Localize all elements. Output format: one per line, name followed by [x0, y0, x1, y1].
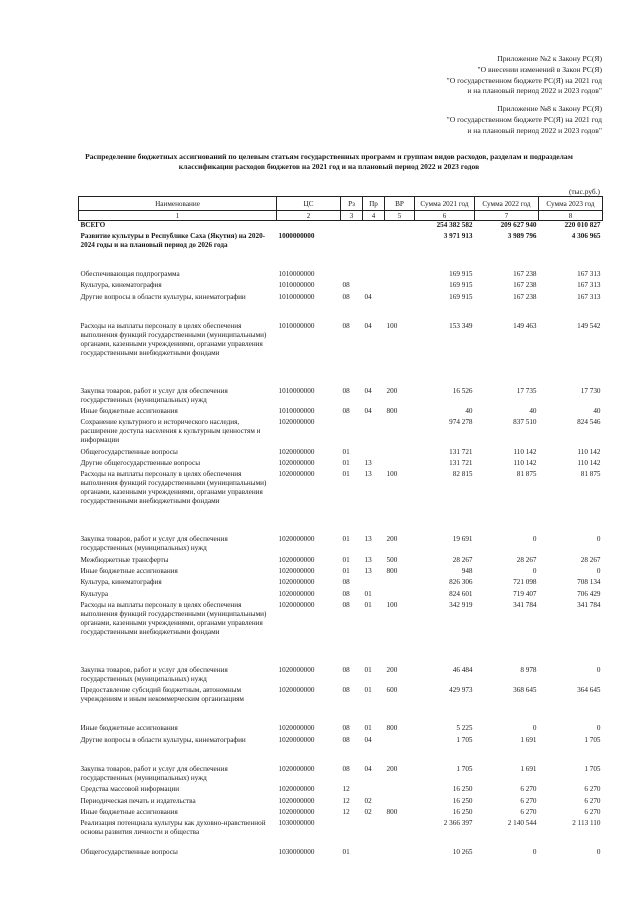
cell-vr	[385, 819, 415, 848]
cell-name: Общегосударственные вопросы	[80, 447, 178, 456]
cell-name: Расходы на выплаты персоналу в целях обеспечения выполнения функций государственными (муниципальными) органами, казенными учреждениями, органами управления государственными внебюджетными фондами	[80, 470, 267, 506]
cell-sum-2023: 0	[596, 665, 601, 674]
table-row	[79, 556, 603, 567]
cell-cs: 1020000000	[278, 735, 315, 744]
cell-rz: 01	[342, 535, 350, 544]
cell-cs: 1010000000	[278, 386, 315, 395]
cell-vr: 800	[386, 407, 398, 416]
cell-sum-2023: 341 784	[577, 601, 601, 610]
table-row	[79, 448, 603, 459]
cell-pr: 13	[364, 555, 372, 564]
cell-sum-2023: 1 705	[584, 764, 601, 773]
cell-vr	[385, 448, 415, 459]
cell-sum-2021: 824 601	[449, 589, 473, 598]
cell-vr	[385, 785, 415, 796]
cell-cs: 1030000000	[278, 819, 315, 828]
cell-pr: 04	[364, 407, 372, 416]
cell-sum-2021: 169 915	[449, 292, 473, 301]
cell-sum-2023: 40	[593, 407, 601, 416]
cell-vr	[385, 848, 415, 859]
cell-name: Закупка товаров, работ и услуг для обеспечения государственных (муниципальных) нужд	[80, 535, 228, 553]
cell-name: Закупка товаров, работ и услуг для обеспечения государственных (муниципальных) нужд	[80, 764, 228, 782]
cell-vr: 600	[386, 686, 398, 695]
appendix-line: "О внесении изменений в Закон РС(Я)	[477, 64, 602, 74]
column-number: 7	[475, 211, 539, 221]
appendix-line: Приложение №2 к Закону РС(Я)	[497, 54, 602, 63]
cell-vr	[385, 293, 415, 322]
cell-cs: 1020000000	[278, 764, 315, 773]
cell-sum-2023: 149 542	[577, 321, 601, 330]
cell-vr: 200	[386, 386, 398, 395]
cell-sum-2022: 719 407	[513, 589, 537, 598]
cell-sum-2022: 28 267	[516, 555, 537, 564]
cell-rz: 08	[342, 407, 350, 416]
appendix-line: Приложение №8 к Закону РС(Я)	[497, 104, 602, 113]
cell-pr: 04	[364, 735, 372, 744]
appendix-line: "О государственном бюджете РС(Я) на 2021 год	[446, 75, 602, 85]
cell-sum-2021: 1 705	[456, 764, 473, 773]
cell-name: Культура	[80, 589, 109, 598]
cell-cs: 1030000000	[278, 848, 315, 857]
cell-rz	[341, 819, 363, 848]
cell-cs: 1010000000	[278, 281, 315, 290]
cell-vr	[385, 232, 415, 270]
cell-sum-2021: 19 691	[452, 535, 473, 544]
units-label: (тыс.руб.)	[568, 187, 600, 196]
cell-sum-2023: 706 429	[577, 589, 601, 598]
cell-sum-2022: 6 270	[520, 796, 537, 805]
appendix-line: и на плановый период 2022 и 2023 годов"	[467, 125, 602, 135]
cell-sum-2021: 826 306	[449, 578, 473, 587]
cell-pr: 01	[364, 724, 372, 733]
cell-name: Предоставление субсидий бюджетным, автономным учреждениям и иным некоммерческим организациям	[80, 686, 244, 704]
cell-pr: 01	[364, 665, 372, 674]
cell-pr: 02	[364, 796, 372, 805]
cell-pr: 04	[364, 292, 372, 301]
cell-sum-2023: 2 113 110	[572, 819, 601, 828]
cell-sum-2022: 17 735	[516, 386, 537, 395]
cell-name: Иные бюджетные ассигнования	[80, 807, 178, 816]
header-rz: Рз	[341, 197, 363, 211]
cell-sum-2021: 16 526	[452, 386, 473, 395]
cell-pr: 01	[364, 601, 372, 610]
table-row	[79, 270, 603, 281]
cell-sum-2022: 3 989 796	[507, 231, 537, 240]
cell-sum-2023: 167 313	[577, 292, 601, 301]
cell-sum-2022: 0	[532, 566, 537, 575]
table-column-numbers-row	[79, 211, 603, 221]
cell-cs: 1020000000	[278, 447, 315, 456]
cell-sum-2021: 429 973	[449, 686, 473, 695]
cell-cs: 1010000000	[278, 407, 315, 416]
table-row	[79, 293, 603, 322]
cell-sum-2023: 167 313	[577, 269, 601, 278]
cell-sum-2022: 110 142	[513, 459, 537, 468]
cell-cs: 1020000000	[278, 796, 315, 805]
cell-cs: 1020000000	[278, 589, 315, 598]
column-number: 5	[385, 211, 415, 221]
cell-name: Иные бюджетные ассигнования	[80, 724, 178, 733]
cell-vr: 200	[386, 665, 398, 674]
cell-rz: 08	[342, 386, 350, 395]
cell-rz: 01	[342, 555, 350, 564]
cell-rz: 08	[342, 292, 350, 301]
cell-name: Культура, кинематография	[80, 578, 162, 587]
cell-name: ВСЕГО	[80, 221, 106, 229]
column-number: 4	[363, 211, 385, 221]
cell-name: Другие общегосударственные вопросы	[80, 459, 201, 468]
cell-name: Сохранение культурного и исторического наследия, расширение доступа населения к культурным ценностям и информации	[80, 418, 261, 445]
cell-pr	[363, 848, 385, 859]
cell-rz	[341, 418, 363, 447]
cell-name: Другие вопросы в области культуры, кинематографии	[80, 735, 246, 744]
table-row	[79, 666, 603, 686]
cell-sum-2022: 2 140 544	[507, 819, 537, 828]
cell-name: Иные бюджетные ассигнования	[80, 566, 178, 575]
cell-rz: 08	[342, 686, 350, 695]
cell-name: Расходы на выплаты персоналу в целях обеспечения выполнения функций государственными (муниципальными) органами, казенными учреждениями, органами управления государственными внебюджетными фондами	[80, 321, 267, 357]
cell-name: Закупка товаров, работ и услуг для обеспечения государственных (муниципальных) нужд	[80, 386, 228, 404]
cell-sum-2022: 209 627 940	[500, 221, 537, 229]
cell-sum-2022: 81 875	[516, 470, 537, 479]
cell-sum-2021: 10 265	[452, 848, 473, 857]
cell-sum-2021: 28 267	[452, 555, 473, 564]
cell-sum-2021: 2 366 397	[443, 819, 473, 828]
cell-sum-2023: 0	[596, 535, 601, 544]
cell-cs: 1020000000	[278, 601, 315, 610]
cell-vr: 100	[386, 601, 398, 610]
header-sum-2021: Сумма 2021 год	[415, 197, 475, 211]
cell-vr	[385, 221, 415, 232]
cell-vr	[385, 578, 415, 589]
table-row	[79, 848, 603, 859]
cell-sum-2023: 17 730	[580, 386, 601, 395]
cell-rz: 01	[342, 566, 350, 575]
cell-pr: 02	[364, 807, 372, 816]
cell-sum-2021: 131 721	[449, 447, 473, 456]
cell-pr: 04	[364, 386, 372, 395]
table-row	[79, 407, 603, 418]
table-row	[79, 578, 603, 589]
cell-sum-2022: 167 238	[513, 281, 537, 290]
document-title: Распределение бюджетных ассигнований по целевым статьям государственных программ и группам видов расходов, разделам и подразделам классификации расходов бюджетов на 2021 год и на плановый период 2022 и 2023 годов	[85, 152, 573, 171]
cell-sum-2021: 1 705	[456, 735, 473, 744]
cell-pr	[363, 418, 385, 447]
table-row	[79, 281, 603, 292]
cell-rz: 12	[342, 796, 350, 805]
cell-rz	[341, 270, 363, 281]
cell-pr	[363, 281, 385, 292]
appendix-line: "О государственном бюджете РС(Я) на 2021 год	[446, 114, 602, 124]
cell-sum-2021: 169 915	[449, 281, 473, 290]
table-row	[79, 418, 603, 447]
table-row	[79, 724, 603, 735]
cell-sum-2023: 708 134	[577, 578, 601, 587]
cell-sum-2021: 342 919	[449, 601, 473, 610]
cell-rz: 08	[342, 735, 350, 744]
cell-cs: 1020000000	[278, 418, 315, 427]
cell-name: Периодическая печать и издательства	[80, 796, 196, 805]
table-row	[79, 232, 603, 270]
cell-sum-2022: 149 463	[513, 321, 537, 330]
cell-sum-2023: 0	[596, 566, 601, 575]
cell-sum-2021: 3 971 913	[443, 231, 473, 240]
cell-name: Межбюджетные трансферты	[80, 555, 169, 564]
cell-cs	[277, 221, 341, 232]
cell-sum-2023: 0	[596, 848, 601, 857]
cell-name: Средства массовой информации	[80, 785, 180, 794]
cell-pr	[363, 448, 385, 459]
appendix-note-2	[447, 54, 602, 97]
cell-rz: 01	[342, 459, 350, 468]
cell-sum-2021: 16 250	[452, 785, 473, 794]
table-row	[79, 459, 603, 470]
cell-name: Развитие культуры в Республике Саха (Якутия) на 2020-2024 годы и на плановый период до 2026 года	[80, 231, 266, 249]
table-header-row	[79, 197, 603, 211]
cell-sum-2023: 6 270	[584, 796, 601, 805]
table-row	[79, 819, 603, 848]
table-row	[79, 686, 603, 724]
cell-rz: 08	[342, 764, 350, 773]
cell-cs: 1020000000	[278, 470, 315, 479]
cell-name: Закупка товаров, работ и услуг для обеспечения государственных (муниципальных) нужд	[80, 665, 228, 683]
header-name: Наименование	[79, 197, 277, 211]
cell-pr	[363, 232, 385, 270]
cell-name: Реализация потенциала культуры как духовно-нравственной основы развития личности и общества	[80, 819, 266, 837]
cell-cs: 1020000000	[278, 566, 315, 575]
table-row	[79, 808, 603, 819]
budget-table	[78, 196, 603, 860]
column-number: 3	[341, 211, 363, 221]
cell-vr	[385, 459, 415, 470]
table-row	[79, 221, 603, 232]
cell-sum-2021: 16 250	[452, 807, 473, 816]
table-row	[79, 567, 603, 578]
cell-cs: 1010000000	[278, 292, 315, 301]
cell-pr: 13	[364, 470, 372, 479]
cell-sum-2022: 167 238	[513, 292, 537, 301]
header-sum-2022: Сумма 2022 год	[475, 197, 539, 211]
column-number: 8	[539, 211, 603, 221]
cell-rz: 01	[342, 470, 350, 479]
cell-name: Расходы на выплаты персоналу в целях обеспечения выполнения функций государственными (муниципальными) органами, казенными учреждениями, органами управления государственными внебюджетными фондами	[80, 601, 267, 636]
cell-vr: 500	[386, 555, 398, 564]
cell-sum-2023: 167 313	[577, 281, 601, 290]
cell-name: Другие вопросы в области культуры, кинематографии	[80, 292, 246, 301]
cell-sum-2021: 974 278	[449, 418, 473, 427]
cell-sum-2023: 1 705	[584, 735, 601, 744]
cell-sum-2021: 40	[465, 407, 473, 416]
table-row	[79, 736, 603, 765]
table-row	[79, 387, 603, 407]
cell-rz: 08	[342, 281, 350, 290]
cell-rz: 08	[342, 724, 350, 733]
cell-sum-2021: 5 225	[456, 724, 473, 733]
cell-sum-2022: 0	[532, 848, 537, 857]
cell-sum-2021: 948	[461, 566, 473, 575]
table-body	[79, 221, 603, 860]
cell-sum-2021: 254 382 582	[436, 221, 473, 229]
cell-vr: 100	[386, 321, 398, 330]
cell-sum-2022: 110 142	[513, 447, 537, 456]
column-number: 1	[79, 211, 277, 221]
appendix-note-8	[447, 104, 602, 136]
cell-vr: 100	[386, 470, 398, 479]
cell-vr: 800	[386, 724, 398, 733]
cell-sum-2022: 8 978	[520, 665, 537, 674]
cell-rz	[341, 232, 363, 270]
cell-cs: 1000000000	[278, 231, 315, 240]
cell-name: Иные бюджетные ассигнования	[80, 407, 178, 416]
cell-name: Обеспечивающая подпрограмма	[80, 269, 180, 278]
cell-rz: 01	[342, 848, 350, 857]
cell-sum-2023: 81 875	[580, 470, 601, 479]
table-row	[79, 535, 603, 555]
cell-cs: 1020000000	[278, 555, 315, 564]
cell-sum-2021: 153 349	[449, 321, 473, 330]
cell-vr	[385, 736, 415, 765]
cell-sum-2023: 0	[596, 724, 601, 733]
table-row	[79, 785, 603, 796]
cell-sum-2022: 6 270	[520, 807, 537, 816]
cell-pr	[363, 221, 385, 232]
cell-cs: 1020000000	[278, 807, 315, 816]
cell-pr	[363, 819, 385, 848]
column-number: 2	[277, 211, 341, 221]
cell-rz: 01	[342, 447, 350, 456]
cell-sum-2023: 220 010 827	[564, 221, 601, 229]
cell-vr	[385, 797, 415, 808]
cell-rz	[341, 221, 363, 232]
cell-pr: 04	[364, 764, 372, 773]
cell-cs: 1020000000	[278, 686, 315, 695]
cell-pr: 04	[364, 321, 372, 330]
cell-rz: 08	[342, 589, 350, 598]
table-row	[79, 590, 603, 601]
cell-vr	[385, 418, 415, 447]
cell-sum-2022: 1 691	[520, 764, 537, 773]
cell-name: Общегосударственные вопросы	[80, 848, 178, 857]
cell-sum-2022: 6 270	[520, 785, 537, 794]
cell-sum-2023: 6 270	[584, 807, 601, 816]
cell-cs: 1010000000	[278, 321, 315, 330]
cell-rz: 08	[342, 665, 350, 674]
cell-cs: 1020000000	[278, 785, 315, 794]
cell-rz: 08	[342, 578, 350, 587]
cell-sum-2022: 1 691	[520, 735, 537, 744]
cell-sum-2022: 837 510	[513, 418, 537, 427]
column-number: 6	[415, 211, 475, 221]
cell-sum-2022: 0	[532, 535, 537, 544]
cell-sum-2022: 721 098	[513, 578, 537, 587]
cell-sum-2021: 131 721	[449, 459, 473, 468]
cell-vr	[385, 270, 415, 281]
cell-sum-2023: 364 645	[577, 686, 601, 695]
cell-cs: 1010000000	[278, 269, 315, 278]
cell-pr: 13	[364, 566, 372, 575]
header-sum-2023: Сумма 2023 год	[539, 197, 603, 211]
table-row	[79, 797, 603, 808]
cell-rz: 08	[342, 321, 350, 330]
cell-sum-2021: 169 915	[449, 269, 473, 278]
table-row	[79, 322, 603, 387]
cell-cs: 1020000000	[278, 724, 315, 733]
cell-sum-2022: 368 645	[513, 686, 537, 695]
cell-vr: 800	[386, 807, 398, 816]
table-row	[79, 470, 603, 535]
header-vr: ВР	[385, 197, 415, 211]
cell-sum-2022: 167 238	[513, 269, 537, 278]
cell-pr	[363, 270, 385, 281]
cell-sum-2023: 4 306 965	[571, 231, 601, 240]
cell-pr: 01	[364, 686, 372, 695]
cell-cs: 1020000000	[278, 535, 315, 544]
appendix-line: и на плановый период 2022 и 2023 годов"	[467, 86, 602, 96]
cell-vr: 200	[386, 535, 398, 544]
cell-rz: 12	[342, 807, 350, 816]
cell-rz: 12	[342, 785, 350, 794]
cell-sum-2022: 341 784	[513, 601, 537, 610]
cell-vr: 200	[386, 764, 398, 773]
cell-sum-2021: 16 250	[452, 796, 473, 805]
cell-sum-2022: 0	[532, 724, 537, 733]
cell-sum-2022: 40	[529, 407, 537, 416]
cell-cs: 1020000000	[278, 665, 315, 674]
cell-sum-2023: 824 546	[577, 418, 601, 427]
table-row	[79, 601, 603, 666]
cell-sum-2023: 110 142	[577, 459, 601, 468]
header-pr: Пр	[363, 197, 385, 211]
cell-pr: 13	[364, 535, 372, 544]
cell-sum-2021: 46 484	[452, 665, 473, 674]
cell-pr	[363, 578, 385, 589]
cell-name: Культура, кинематография	[80, 281, 162, 290]
cell-pr: 13	[364, 459, 372, 468]
cell-sum-2023: 110 142	[577, 447, 601, 456]
cell-sum-2021: 82 815	[452, 470, 473, 479]
cell-rz: 08	[342, 601, 350, 610]
table-row	[79, 765, 603, 785]
cell-vr: 800	[386, 566, 398, 575]
header-cs: ЦС	[277, 197, 341, 211]
cell-cs: 1020000000	[278, 459, 315, 468]
cell-pr	[363, 785, 385, 796]
cell-pr: 01	[364, 589, 372, 598]
cell-cs: 1020000000	[278, 578, 315, 587]
cell-vr	[385, 590, 415, 601]
cell-vr	[385, 281, 415, 292]
cell-sum-2023: 6 270	[584, 785, 601, 794]
cell-sum-2023: 28 267	[580, 555, 601, 564]
